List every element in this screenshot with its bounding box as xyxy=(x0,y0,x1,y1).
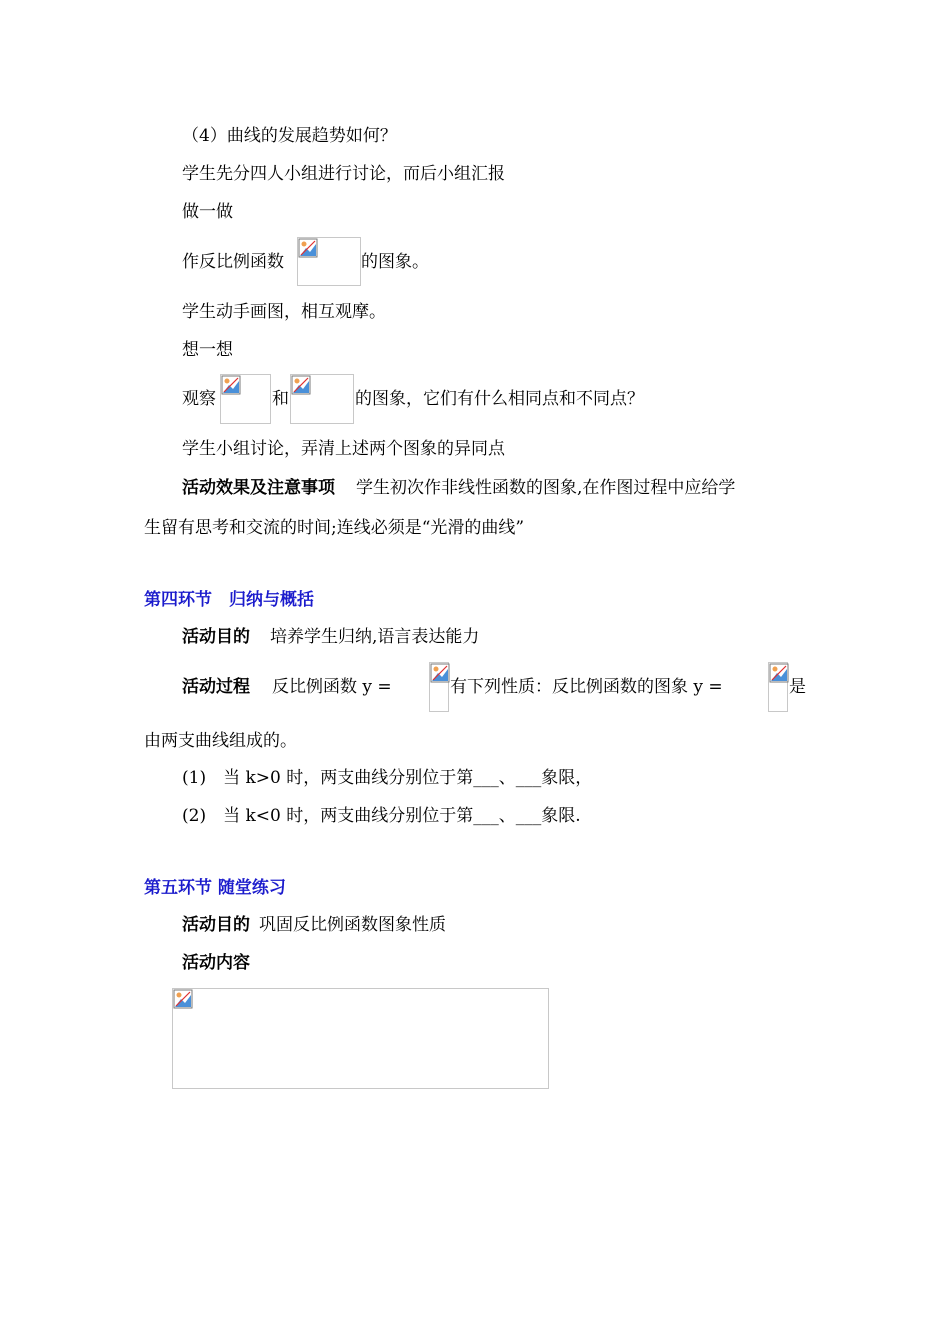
question-4: （4）曲线的发展趋势如何？ xyxy=(182,126,397,146)
broken-image-icon xyxy=(221,375,241,395)
effect-label: 活动效果及注意事项 xyxy=(182,478,335,498)
content-label: 活动内容 xyxy=(182,953,250,973)
section-4-goal xyxy=(182,625,479,649)
effect-paragraph xyxy=(182,476,735,500)
process-label: 活动过程 xyxy=(182,677,250,697)
think-it-label: 想一想 xyxy=(182,340,233,360)
formula-image-5 xyxy=(768,662,788,712)
broken-image-icon xyxy=(430,663,450,683)
process-text-a: 反比例函数 y = xyxy=(272,677,392,697)
property-2: (2) 当 k<0 时，两支曲线分别位于第___、___象限. xyxy=(182,806,581,826)
observe-and: 和 xyxy=(272,389,289,409)
section-4-process xyxy=(182,675,392,699)
group-diff-text: 学生小组讨论，弄清上述两个图象的异同点 xyxy=(182,439,505,459)
draw-prefix: 作反比例函数 xyxy=(182,252,284,272)
observe-suffix: 的图象，它们有什么相同点和不同点？ xyxy=(355,389,644,409)
section-4-heading: 第四环节 归纳与概括 xyxy=(144,590,314,610)
goal-label: 活动目的 xyxy=(182,915,250,935)
broken-image-icon xyxy=(298,238,318,258)
formula-image-2 xyxy=(220,374,271,424)
broken-image-icon xyxy=(173,989,193,1009)
process-text-b: 有下列性质：反比例函数的图象 y = xyxy=(450,677,723,697)
students-draw-text: 学生动手画图，相互观摩。 xyxy=(182,302,386,322)
exercise-image xyxy=(172,988,549,1089)
observe-prefix: 观察 xyxy=(182,389,216,409)
formula-image-3 xyxy=(290,374,354,424)
broken-image-icon xyxy=(769,663,789,683)
effect-text-line-1: 学生初次作非线性函数的图象,在作图过程中应给学 xyxy=(356,478,736,498)
broken-image-icon xyxy=(291,375,311,395)
draw-suffix: 的图象。 xyxy=(361,252,429,272)
goal-label: 活动目的 xyxy=(182,627,250,647)
process-text-d: 由两支曲线组成的。 xyxy=(144,731,297,751)
goal-text: 培养学生归纳,语言表达能力 xyxy=(270,627,480,647)
formula-image-1 xyxy=(297,237,361,286)
process-text-c: 是 xyxy=(789,677,806,697)
effect-text-line-2: 生留有思考和交流的时间;连线必须是“光滑的曲线” xyxy=(144,518,525,538)
do-it-label: 做一做 xyxy=(182,202,233,222)
formula-image-4 xyxy=(429,662,449,712)
goal-text: 巩固反比例函数图象性质 xyxy=(259,915,446,935)
section-5-goal xyxy=(182,913,446,937)
group-discussion-text: 学生先分四人小组进行讨论，而后小组汇报 xyxy=(182,164,505,184)
section-5-heading: 第五环节 随堂练习 xyxy=(144,878,286,898)
property-1: (1) 当 k>0 时，两支曲线分别位于第___、___象限， xyxy=(182,768,593,788)
